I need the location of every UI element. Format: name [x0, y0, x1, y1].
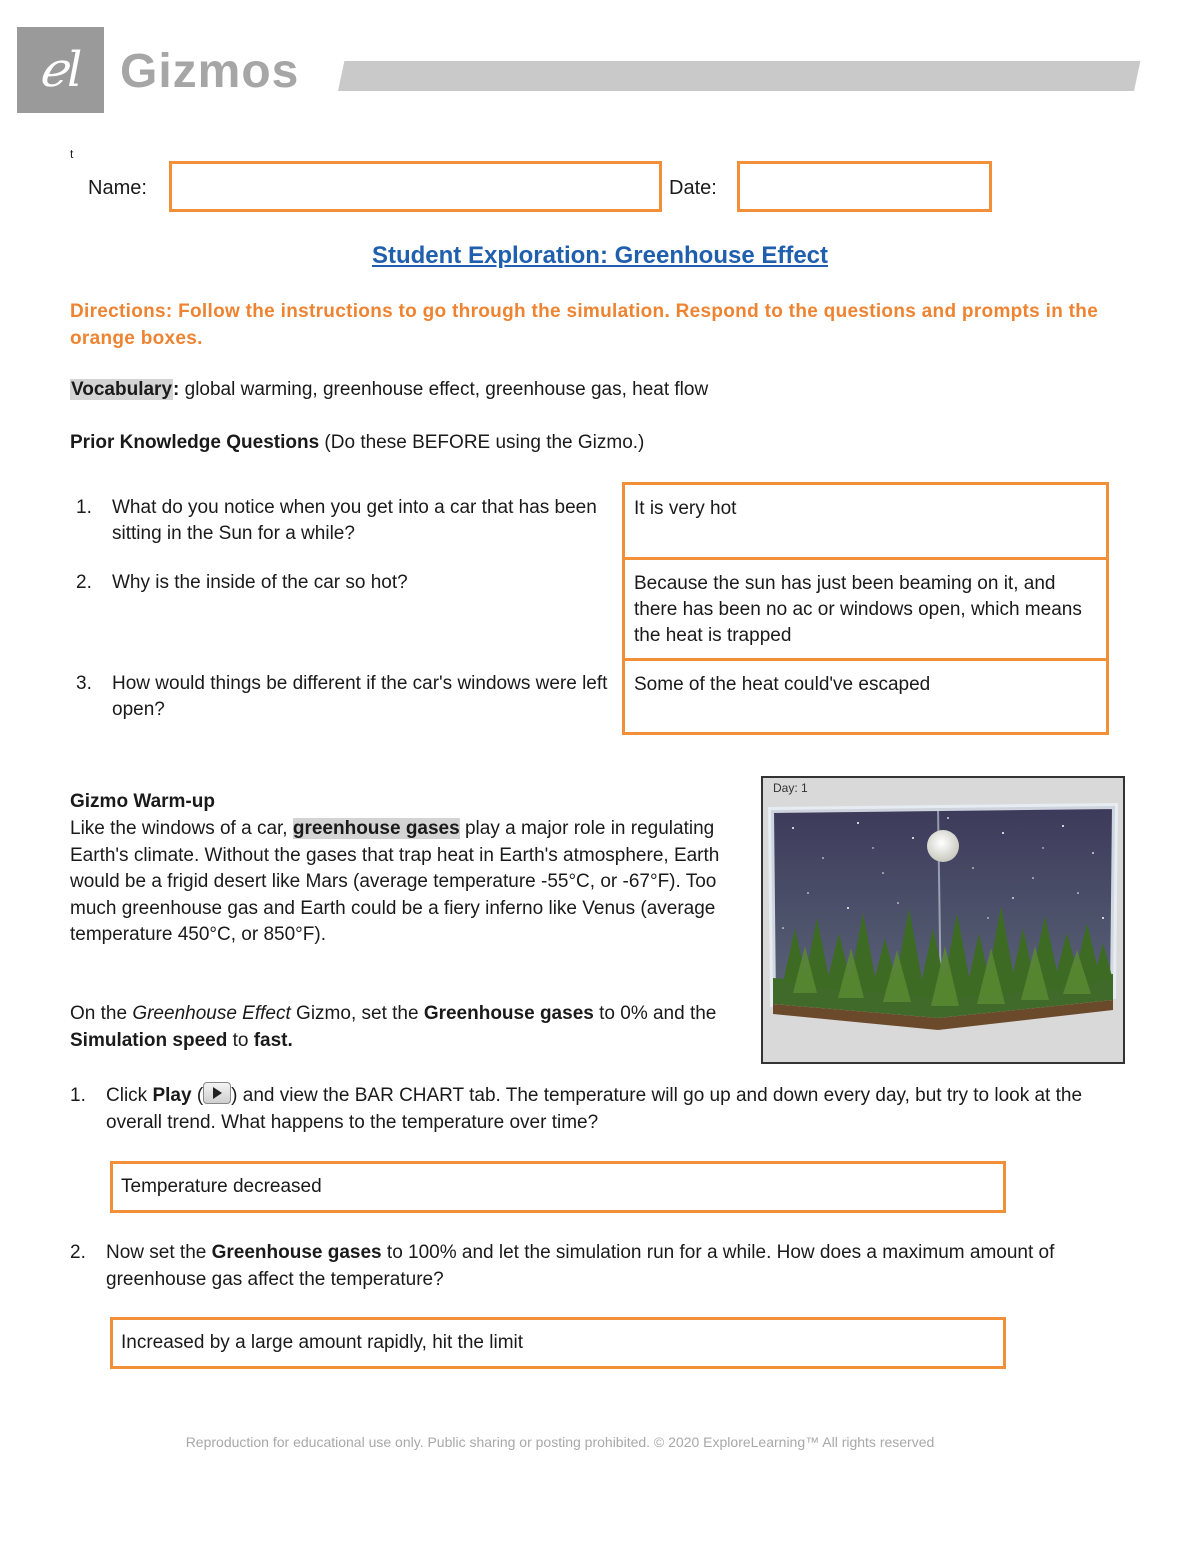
explorelearning-logo	[17, 27, 104, 113]
setup-text: to 0% and the	[593, 1003, 717, 1024]
play-label: Play	[152, 1085, 192, 1106]
vocabulary-line	[70, 378, 708, 402]
gizmo-setup-instructions	[70, 1001, 720, 1054]
warmup-text: play a major role in regulating Earth's climate. Without the gases that trap heat in Earth's atmosphere, Earth would be a frigid desert like Mars (average temperature -55°C, or -67°F). Too much greenhouse gas and Earth could be a fiery inferno like Venus (average temperature 450°C, or 850°F).	[70, 818, 720, 945]
greenhouse-gases-label: Greenhouse gases	[211, 1242, 382, 1263]
logo-glyph: ℯl	[38, 42, 83, 98]
warmup-text: Like the windows of a car,	[70, 818, 293, 839]
brand-name: Gizmos	[120, 45, 300, 98]
task-number: 2.	[70, 1242, 86, 1263]
page-title: Student Exploration: Greenhouse Effect	[371, 242, 829, 269]
setup-text: On the	[70, 1003, 133, 1024]
task-text: to 100% and let the simulation run for a while. How does a maximum amount of greenhouse gas affect the temperature?	[106, 1242, 1055, 1290]
task-instruction	[106, 1082, 1116, 1136]
setup-text: to	[227, 1029, 254, 1051]
task-number: 1.	[70, 1085, 86, 1106]
setting-fast: fast.	[253, 1029, 293, 1051]
prior-knowledge-note: (Do these BEFORE using the Gizmo.)	[319, 432, 645, 453]
copyright-footer: Reproduction for educational use only. Public sharing or posting prohibited. © 2020 ExploreLearning™ All rights reserved	[185, 1434, 935, 1450]
answer-box[interactable]: Increased by a large amount rapidly, hit the limit	[110, 1317, 1006, 1369]
question-number: 3.	[76, 673, 92, 694]
prior-knowledge-heading-line	[70, 431, 644, 455]
greenhouse-scene	[763, 778, 1123, 1062]
name-field[interactable]	[169, 161, 662, 212]
question-text: What do you notice when you get into a car that has been sitting in the Sun for a while?	[112, 497, 597, 544]
setting-greenhouse-gases: Greenhouse gases	[423, 1003, 594, 1024]
gizmo-name: Greenhouse Effect	[132, 1003, 291, 1024]
date-field[interactable]	[737, 161, 992, 212]
header-decorative-bar	[338, 61, 1140, 91]
play-icon	[203, 1082, 231, 1104]
answer-box[interactable]: It is very hot	[622, 482, 1109, 560]
vocabulary-heading: Vocabulary	[71, 379, 173, 400]
vocabulary-colon: :	[173, 379, 180, 400]
task-text: Now set the	[106, 1242, 212, 1263]
question-number: 1.	[76, 497, 92, 518]
vocabulary-terms: global warming, greenhouse effect, greenhouse gas, heat flow	[179, 379, 709, 400]
prior-knowledge-heading: Prior Knowledge Questions	[70, 432, 320, 453]
question-text: How would things be different if the car's windows were left open?	[112, 673, 608, 720]
setup-text: Gizmo, set the	[290, 1003, 424, 1024]
question-number: 2.	[76, 572, 92, 593]
setting-simulation-speed: Simulation speed	[70, 1029, 228, 1051]
answer-box[interactable]: Because the sun has just been beaming on it, and there has been no ac or windows open, which means the heat is trapped	[622, 557, 1109, 661]
date-label: Date:	[669, 177, 717, 199]
simulation-image	[761, 776, 1125, 1064]
warmup-paragraph	[70, 816, 720, 949]
task-instruction	[106, 1239, 1116, 1293]
task-text: (	[191, 1085, 204, 1106]
task-text: ) and view the BAR CHART tab. The temperature will go up and down every day, but try to look at the overall trend. What happens to the temperature over time?	[106, 1085, 1083, 1133]
question-text: Why is the inside of the car so hot?	[112, 572, 408, 593]
day-counter: Day: 1	[773, 781, 808, 795]
name-label: Name:	[88, 177, 147, 199]
answer-box[interactable]: Temperature decreased	[110, 1161, 1006, 1213]
task-text: Click	[106, 1085, 153, 1106]
warmup-heading: Gizmo Warm-up	[70, 791, 215, 812]
highlighted-term: greenhouse gases	[292, 818, 460, 839]
directions-text: Directions: Follow the instructions to go through the simulation. Respond to the questions and prompts in the orange boxes.	[70, 301, 1099, 349]
moon	[927, 830, 959, 862]
stray-mark: t	[70, 147, 74, 161]
answer-box[interactable]: Some of the heat could've escaped	[622, 658, 1109, 735]
